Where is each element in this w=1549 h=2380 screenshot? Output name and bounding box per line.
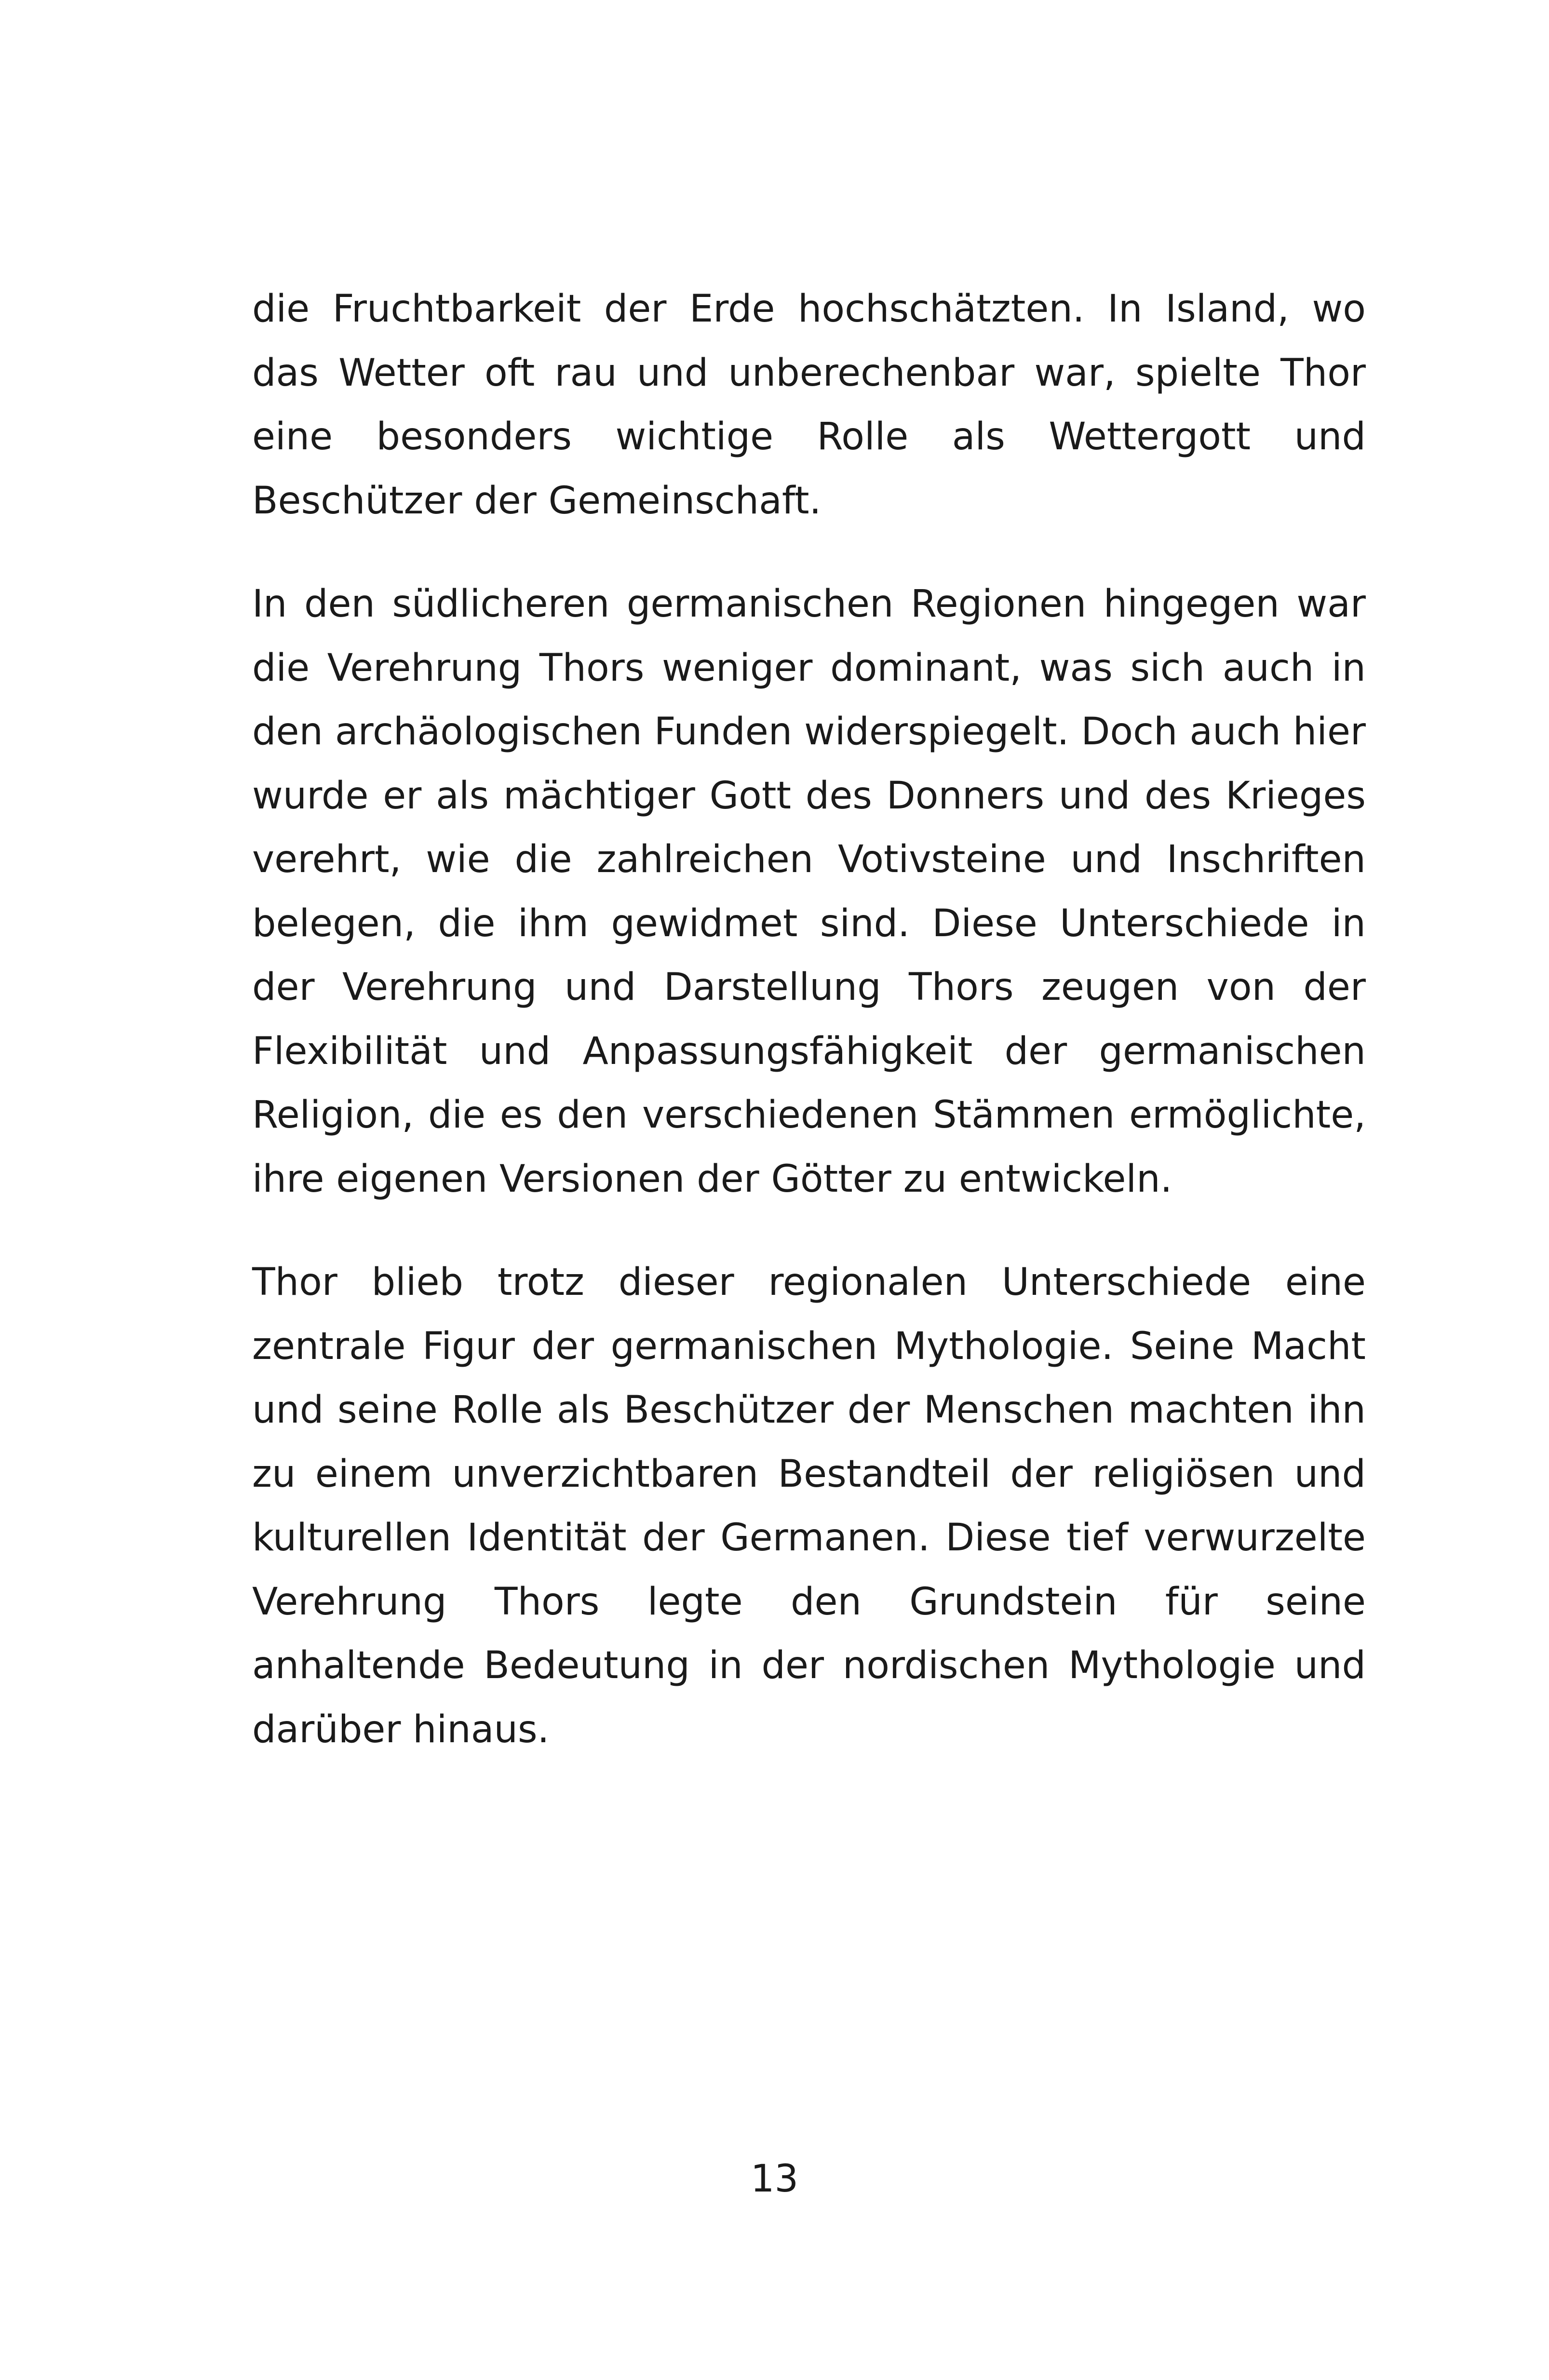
page-number: 13 bbox=[750, 2157, 799, 2201]
body-text bbox=[252, 277, 1366, 1761]
paragraph-1: die Fruchtbarkeit der Erde hochschätzten. In Island, wo das Wetter oft rau und unberechenbar war, spielte Thor eine besonders wichtige Rolle als Wettergott und Beschützer der Gemeinschaft. bbox=[252, 287, 1366, 523]
paragraph-2: In den südlicheren germanischen Regionen hingegen war die Verehrung Thors weniger dominant, was sich auch in den archäologischen Funden widerspiegelt. Doch auch hier wurde er als mächtiger Gott des Donners und des Krieges verehrt, wie die zahlreichen Votivsteine und Inschriften belegen, die ihm gewidmet sind. Diese Unterschiede in der Verehrung und Darstellung Thors zeugen von der Flexibilität und Anpassungsfähigkeit der germanischen Religion, die es den verschiedenen Stämmen ermöglichte, ihre eigenen Versionen der Götter zu entwickeln. bbox=[252, 582, 1366, 1201]
paragraph-3: Thor blieb trotz dieser regionalen Unterschiede eine zentrale Figur der germanischen Mythologie. Seine Macht und seine Rolle als Beschützer der Menschen machten ihn zu einem unverzichtbaren Bestandteil der religiösen und kulturellen Identität der Germanen. Diese tief verwurzelte Verehrung Thors legte den Grundstein für seine anhaltende Bedeutung in der nordischen Mythologie und darüber hinaus. bbox=[252, 1261, 1366, 1751]
